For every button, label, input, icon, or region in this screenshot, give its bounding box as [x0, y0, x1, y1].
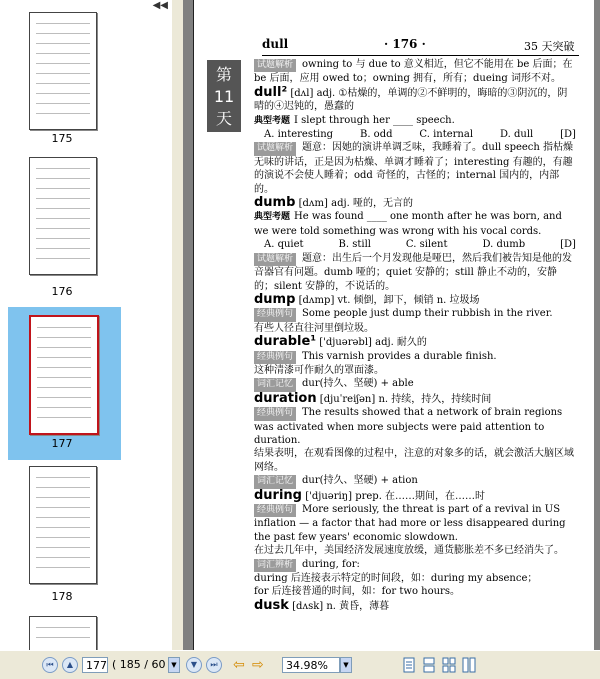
headword: dumb: [254, 195, 296, 211]
line-text: [dʌsk] n. 黄昏，薄暮: [292, 600, 390, 612]
line-text: 在过去几年中，美国经济发展速度放缓，通货膨胀差不多已经消失了。: [254, 545, 564, 557]
line-text: for 后连接普通的时间，如：for two hours。: [254, 586, 460, 598]
tag-label: 经典例句: [254, 351, 296, 364]
line-text: 有些人径直往河里倒垃圾。: [254, 322, 374, 334]
line-text: Some people just dump their rubbish in the river.: [302, 308, 553, 320]
option: B. odd: [359, 129, 393, 141]
option: D. dull: [499, 129, 534, 141]
entry-line: [254, 196, 576, 210]
thumbnail-label: 176: [51, 285, 73, 298]
entry-line: [254, 322, 576, 335]
answer-options: [254, 238, 576, 251]
previous-page-button[interactable]: ▲: [62, 657, 78, 673]
document-viewer[interactable]: [183, 0, 600, 650]
entry-line: [254, 572, 576, 585]
line-text: during, for:: [302, 558, 360, 570]
facing-pages-view-icon[interactable]: [442, 657, 456, 673]
answer-key: [D]: [560, 239, 576, 251]
line-text: [djuˈreiʃən] n. 持续，持久，持续时间: [319, 393, 492, 405]
line-text: 结果表明，在观看图像的过程中，注意的对象多的话，就会激活大脑区域网络。: [254, 448, 574, 473]
page-dropdown-button[interactable]: ▼: [168, 657, 180, 673]
day-tab-char: 天: [215, 109, 232, 128]
entry-line: [254, 335, 576, 349]
answer-options: [254, 128, 576, 141]
tag-label: 经典例句: [254, 504, 296, 517]
tag-label: 试题解析: [254, 253, 296, 266]
line-text: I slept through her ____ speech.: [294, 114, 455, 126]
page-number-input[interactable]: 177: [82, 657, 108, 673]
entry-line: [254, 558, 576, 572]
option: A. quiet: [264, 239, 304, 251]
line-text: The results showed that a network of brain regions was activated when more subjects were paid attention to duration.: [254, 407, 563, 446]
option: B. still: [338, 239, 371, 251]
entry-line: [254, 364, 576, 377]
entry-line: [254, 392, 576, 406]
option: D. dumb: [482, 239, 526, 251]
entry-line: [254, 474, 576, 488]
book-title: 35 天突破: [524, 40, 575, 53]
line-text: [dʌl] adj. ①枯燥的，单调的②不鲜明的，晦暗的③阴沉的，阴晴的④迟钝的，愚蠢的: [254, 87, 568, 113]
headword: dump: [254, 291, 296, 307]
page-count-label: ( 185 / 60: [112, 658, 166, 671]
line-text: He was found ____ one month after he was born, and we were told something was wrong with his vocal cords.: [254, 211, 562, 237]
entry-line: [254, 114, 576, 128]
page-thumbnail-image: [29, 466, 97, 584]
entry-line: [254, 58, 576, 86]
line-text: dur(持久、坚硬) + ation: [302, 475, 418, 487]
zoom-dropdown-button[interactable]: ▼: [340, 657, 352, 673]
back-arrow-icon[interactable]: ⇦: [233, 657, 245, 673]
tag-label: 试题解析: [254, 59, 296, 72]
tag-label: 词汇记忆: [254, 475, 296, 488]
tag-label: 典型考题: [254, 212, 291, 223]
headword: dusk: [254, 597, 289, 613]
page-number: · 176 ·: [384, 37, 426, 51]
thumbnail-label: 175: [51, 132, 73, 145]
line-text: More seriously, the threat is part of a revival in US inflation — a factor that had more or less disappeared during the past few years' economic slowdown.: [254, 504, 566, 543]
answer-key: [D]: [560, 129, 576, 141]
page-headword: dull: [262, 37, 289, 51]
line-text: 这种清漆可作耐久的罩面漆。: [254, 364, 384, 376]
page-thumbnail-image: [29, 157, 97, 275]
line-text: 题意：因她的演讲单调乏味，我睡着了。dull speech 指枯燥无味的讲话，正是因为枯燥、单调才睡着了；interesting 有趣的，有趣的演说不会使人睡着；odd 奇怪的，古怪的；internal 国内的，内部的。: [254, 142, 574, 195]
entry-line: [254, 141, 576, 196]
next-page-button[interactable]: ▼: [186, 657, 202, 673]
header-rule: [262, 55, 579, 56]
line-text: This varnish provides a durable finish.: [302, 350, 497, 362]
line-text: during 后连接表示特定的时间段，如：during my absence；: [254, 573, 538, 585]
headword: durable¹: [254, 334, 317, 350]
entry-line: [254, 406, 576, 447]
line-text: dur(持久、坚硬) + able: [302, 378, 414, 390]
tag-label: 词汇辨析: [254, 559, 296, 572]
thumbnail-scrollbar[interactable]: [172, 0, 183, 650]
thumbnail-label: 177: [51, 437, 73, 450]
day-tab-number: 11: [213, 87, 235, 106]
day-tab: [207, 60, 241, 132]
thumbnail-pane[interactable]: [0, 0, 173, 650]
option: A. interesting: [264, 129, 334, 141]
line-text: [dʌm] adj. 哑的，无言的: [298, 198, 413, 210]
entry-line: [254, 447, 576, 474]
line-text: ['djuərəbl] adj. 耐久的: [319, 337, 427, 349]
entry-line: [254, 544, 576, 557]
option: C. internal: [419, 129, 474, 141]
last-page-button[interactable]: ⏭: [206, 657, 222, 673]
headword: dull²: [254, 84, 288, 100]
line-text: 题意：出生后一个月发现他是哑巴，然后我们被告知是他的发音器官有问题。dumb 哑的；quiet 安静的；still 静止不动的，安静的；silent 安静的，不说话的。: [254, 252, 573, 292]
entry-line: [254, 210, 576, 238]
tag-label: 试题解析: [254, 142, 296, 155]
single-page-view-icon[interactable]: [402, 657, 416, 673]
entry-line: [254, 585, 576, 598]
entry-line: [254, 350, 576, 364]
tag-label: 经典例句: [254, 308, 296, 321]
first-page-button[interactable]: ⏮: [42, 657, 58, 673]
tag-label: 典型考题: [254, 115, 291, 126]
entry-line: [254, 252, 576, 293]
entry-line: [254, 307, 576, 321]
continuous-view-icon[interactable]: [422, 657, 436, 673]
document-page: [193, 0, 594, 650]
entry-line: [254, 86, 576, 114]
page-content: [254, 58, 576, 613]
entry-line: [254, 599, 576, 613]
line-text: ['djuəriŋ] prep. 在……期间，在……时: [305, 490, 486, 502]
continuous-facing-view-icon[interactable]: [462, 657, 476, 673]
tag-label: 词汇记忆: [254, 378, 296, 391]
collapse-pane-icon[interactable]: ◀◀: [152, 0, 168, 11]
entry-line: [254, 377, 576, 391]
page-thumbnail-image: [29, 12, 97, 130]
tag-label: 经典例句: [254, 407, 296, 420]
entry-line: [254, 293, 576, 307]
entry-line: [254, 503, 576, 544]
headword: duration: [254, 390, 317, 406]
zoom-input[interactable]: 34.98%: [282, 657, 340, 673]
forward-arrow-icon[interactable]: ⇨: [252, 657, 264, 673]
entry-line: [254, 489, 576, 503]
option: C. silent: [405, 239, 448, 251]
line-text: [dʌmp] vt. 倾倒，卸下，倾销 n. 垃圾场: [298, 294, 480, 306]
thumbnail-label: 178: [51, 590, 73, 603]
page-thumbnail-image: [29, 616, 97, 650]
page-thumbnail-image: [29, 315, 99, 435]
headword: during: [254, 487, 302, 503]
line-text: owning to 与 due to 意义相近，但它不能用在 be 后面；在 be 后面，应用 owed to；owning 拥有，所有；dueing 词形不对。: [254, 59, 573, 85]
navigation-toolbar: [0, 650, 600, 679]
day-tab-char: 第: [215, 65, 232, 84]
